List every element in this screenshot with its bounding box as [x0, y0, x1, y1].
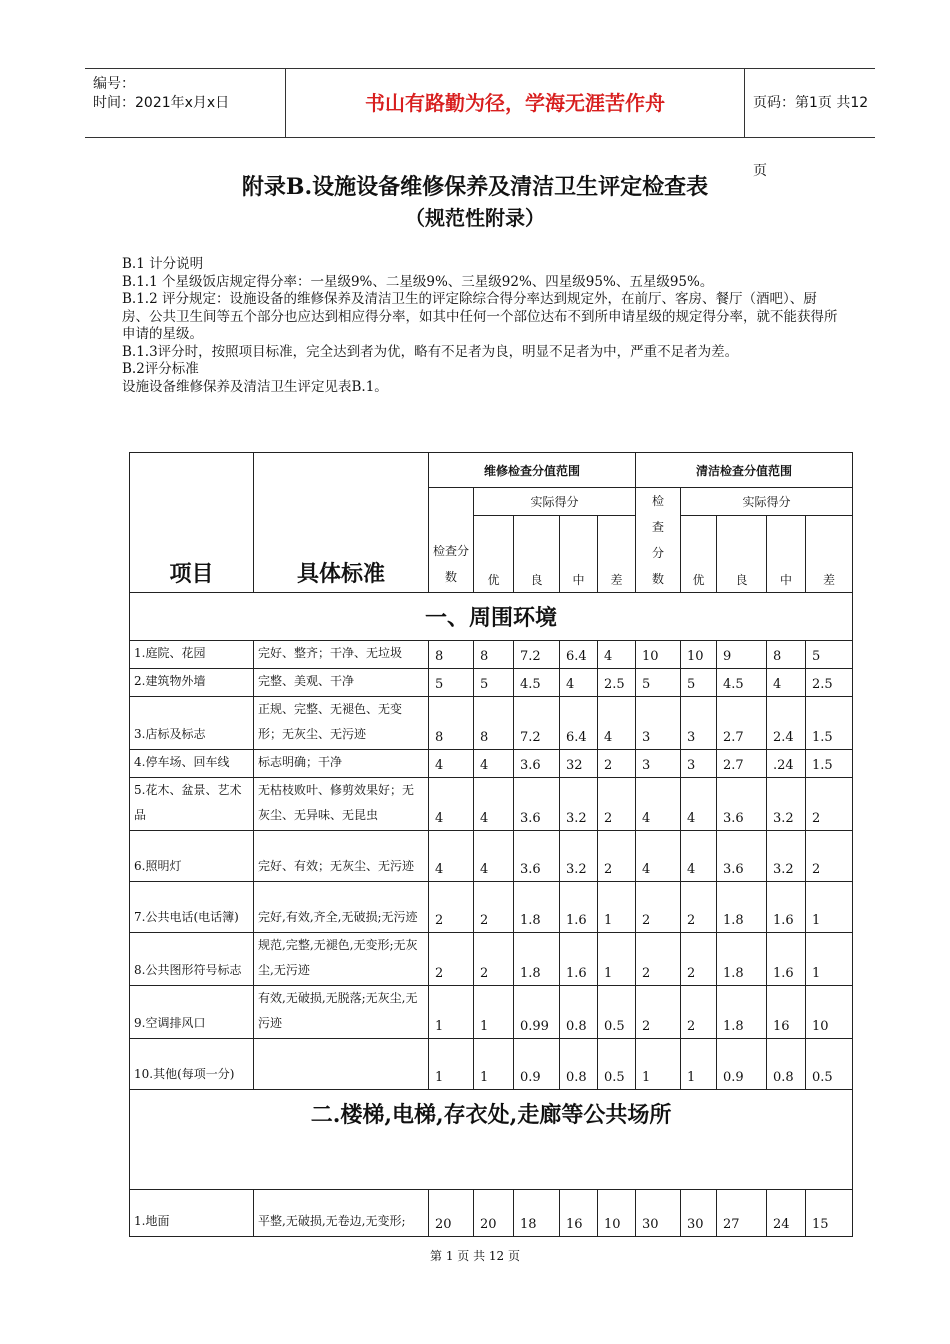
score-cell: 2.5 [598, 669, 636, 697]
score-cell: 3.2 [767, 831, 806, 882]
item-cell: 1.庭院、花园 [130, 641, 254, 669]
table-row [130, 882, 853, 933]
score-cell: 4 [474, 831, 514, 882]
score-cell: 1 [474, 1039, 514, 1090]
score-cell: 10 [636, 641, 681, 669]
score-cell: 2.7 [717, 697, 767, 750]
score-cell: 2 [598, 778, 636, 831]
score-cell: 1.5 [806, 750, 853, 778]
standard-cell: 标志明确；干净 [254, 750, 429, 778]
item-cell: 5.花木、盆景、艺术品 [130, 778, 254, 831]
standard-cell: 无枯枝败叶、修剪效果好；无灰尘、无异味、无昆虫 [254, 778, 429, 831]
grade-header: 良 [717, 516, 767, 593]
score-cell: 4.5 [514, 669, 560, 697]
grade-header: 差 [806, 516, 853, 593]
grade-header: 优 [474, 516, 514, 593]
standard-cell: 平整,无破损,无卷边,无变形; [254, 1190, 429, 1237]
score-cell: 9 [717, 641, 767, 669]
score-cell: 1 [598, 933, 636, 986]
repair-check-score-header: 检查分数 [429, 488, 474, 593]
score-cell: 8 [474, 697, 514, 750]
grade-header: 差 [598, 516, 636, 593]
score-cell: 1 [806, 933, 853, 986]
score-cell: 3.2 [560, 831, 598, 882]
standard-cell: 完好、有效；无灰尘、无污迹 [254, 831, 429, 882]
score-cell: 2 [429, 933, 474, 986]
score-cell: 2 [681, 986, 717, 1039]
score-cell: 15 [806, 1190, 853, 1237]
score-cell: 3 [636, 750, 681, 778]
standard-cell: 完好,有效,齐全,无破损;无污迹 [254, 882, 429, 933]
intro-line: B.1.1 个星级饭店规定得分率：一星级9%、二星级9%、三星级92%、四星级95%、五星级95%。 [122, 273, 714, 290]
score-cell: 3 [681, 697, 717, 750]
header-page-label: 页码：第1页 共12页 [753, 95, 869, 179]
score-cell: 8 [474, 641, 514, 669]
score-cell: 0.8 [767, 1039, 806, 1090]
clean-check-score-header: 检查分数 [636, 488, 681, 593]
score-cell: 4 [636, 778, 681, 831]
score-cell: 5 [806, 641, 853, 669]
standard-cell: 有效,无破损,无脱落;无灰尘,无污迹 [254, 986, 429, 1039]
item-cell: 8.公共图形符号标志 [130, 933, 254, 986]
score-cell: 1 [429, 1039, 474, 1090]
score-cell: 7.2 [514, 697, 560, 750]
score-cell: 1 [474, 986, 514, 1039]
score-cell: 10 [598, 1190, 636, 1237]
score-cell: 32 [560, 750, 598, 778]
score-cell: 3.6 [514, 778, 560, 831]
score-cell: 1.6 [560, 882, 598, 933]
standard-cell: 完整、美观、干净 [254, 669, 429, 697]
score-cell: 2 [429, 882, 474, 933]
score-cell: 7.2 [514, 641, 560, 669]
item-cell: 2.建筑物外墙 [130, 669, 254, 697]
score-cell: 18 [514, 1190, 560, 1237]
score-cell: 5 [681, 669, 717, 697]
table-row [130, 1190, 853, 1237]
score-cell: 1.6 [767, 882, 806, 933]
table-row [130, 750, 853, 778]
item-cell: 3.店标及标志 [130, 697, 254, 750]
repair-actual-score-header: 实际得分 [474, 488, 636, 516]
score-cell: 27 [717, 1190, 767, 1237]
score-cell: 2.5 [806, 669, 853, 697]
score-cell: 4 [474, 750, 514, 778]
score-cell: 3 [636, 697, 681, 750]
score-cell: 0.8 [560, 1039, 598, 1090]
score-cell: 1.6 [560, 933, 598, 986]
standard-cell: 完好、整齐；干净、无垃圾 [254, 641, 429, 669]
score-cell: 3.6 [514, 750, 560, 778]
score-cell: 6.4 [560, 641, 598, 669]
item-cell: 6.照明灯 [130, 831, 254, 882]
score-cell: 3.2 [560, 778, 598, 831]
table-row [130, 669, 853, 697]
score-cell: 2 [636, 882, 681, 933]
table-row [130, 778, 853, 831]
score-cell: 0.99 [514, 986, 560, 1039]
score-cell: 2 [598, 750, 636, 778]
header-motto: 书山有路勤为径，学海无涯苦作舟 [285, 69, 745, 137]
score-cell: 2 [598, 831, 636, 882]
score-cell: 6.4 [560, 697, 598, 750]
score-cell: 1.8 [514, 882, 560, 933]
score-cell: 4 [636, 831, 681, 882]
intro-line: B.2评分标准 [122, 361, 199, 377]
table-row [130, 831, 853, 882]
repair-group-header: 维修检查分值范围 [429, 453, 636, 488]
score-cell: 1.8 [717, 933, 767, 986]
score-cell: 2 [474, 933, 514, 986]
grade-header: 中 [560, 516, 598, 593]
standard-cell [254, 1039, 429, 1090]
intro-line: B.1.2 评分规定：设施设备的维修保养及清洁卫生的评定除综合得分率达到规定外，在前厅、客房、餐厅（酒吧）、厨房、公共卫生间等五个部分也应达到相应得分率，如其中任何一个部位达布不到所申请星级的规定得分率，就不能获得所申请的星级。 [122, 291, 838, 342]
score-cell: 5 [474, 669, 514, 697]
score-cell: 3.6 [717, 778, 767, 831]
score-cell: 4 [681, 778, 717, 831]
score-cell: .24 [767, 750, 806, 778]
table-row [130, 641, 853, 669]
item-cell: 7.公共电话(电话簿) [130, 882, 254, 933]
col-header-item: 项目 [130, 453, 254, 593]
score-cell: 1 [681, 1039, 717, 1090]
intro-line: B.1 计分说明 [122, 256, 204, 272]
score-cell: 2 [636, 986, 681, 1039]
score-cell: 2.4 [767, 697, 806, 750]
score-cell: 4 [474, 778, 514, 831]
intro-line: B.1.3评分时，按照项目标准，完全达到者为优，略有不足者为良，明显不足者为中，严重不足者为差。 [122, 343, 739, 360]
grade-header: 良 [514, 516, 560, 593]
score-cell: 0.8 [560, 986, 598, 1039]
doc-time-label: 时间：2021年x月x日 [93, 95, 230, 111]
evaluation-table [129, 452, 853, 1237]
score-cell: 0.9 [514, 1039, 560, 1090]
score-cell: 4 [560, 669, 598, 697]
score-cell: 2.7 [717, 750, 767, 778]
score-cell: 4 [598, 697, 636, 750]
score-cell: 2 [474, 882, 514, 933]
standard-cell: 正规、完整、无褪色、无变形；无灰尘、无污迹 [254, 697, 429, 750]
score-cell: 1.6 [767, 933, 806, 986]
score-cell: 8 [767, 641, 806, 669]
grade-header: 优 [681, 516, 717, 593]
score-cell: 3.2 [767, 778, 806, 831]
score-cell: 1 [636, 1039, 681, 1090]
page-footer: 第 1 页 共 12 页 [430, 1249, 520, 1263]
table-row [130, 933, 853, 986]
score-cell: 24 [767, 1190, 806, 1237]
score-cell: 2 [806, 778, 853, 831]
table-row [130, 697, 853, 750]
score-cell: 5 [636, 669, 681, 697]
section-title: 二.楼梯,电梯,存衣处,走廊等公共场所 [130, 1090, 853, 1190]
table-body [130, 593, 853, 1237]
score-cell: 3.6 [717, 831, 767, 882]
clean-actual-score-header: 实际得分 [681, 488, 853, 516]
page-header [85, 68, 875, 179]
grade-header: 中 [767, 516, 806, 593]
score-cell: 8 [429, 641, 474, 669]
score-cell: 3 [681, 750, 717, 778]
score-cell: 1.5 [806, 697, 853, 750]
score-cell: 8 [429, 697, 474, 750]
score-cell: 16 [560, 1190, 598, 1237]
doc-number-label: 编号： [93, 76, 135, 92]
clean-group-header: 清洁检查分值范围 [636, 453, 853, 488]
item-cell: 4.停车场、回车线 [130, 750, 254, 778]
score-cell: 10 [681, 641, 717, 669]
score-cell: 2 [806, 831, 853, 882]
score-cell: 1 [429, 986, 474, 1039]
intro-text [122, 256, 842, 396]
score-cell: 1 [806, 882, 853, 933]
score-cell: 0.5 [598, 986, 636, 1039]
score-cell: 4.5 [717, 669, 767, 697]
table-row [130, 986, 853, 1039]
score-cell: 4 [681, 831, 717, 882]
score-cell: 4 [429, 778, 474, 831]
score-cell: 0.9 [717, 1039, 767, 1090]
score-cell: 5 [429, 669, 474, 697]
score-cell: 1 [598, 882, 636, 933]
score-cell: 2 [681, 882, 717, 933]
score-cell: 30 [636, 1190, 681, 1237]
section-title: 一、周围环境 [130, 593, 853, 641]
score-cell: 10 [806, 986, 853, 1039]
col-header-standard: 具体标准 [254, 453, 429, 593]
score-cell: 20 [429, 1190, 474, 1237]
item-cell: 1.地面 [130, 1190, 254, 1237]
document-title: 附录B.设施设备维修保养及清洁卫生评定检查表 [241, 174, 709, 200]
item-cell: 9.空调排风口 [130, 986, 254, 1039]
score-cell: 1.8 [717, 986, 767, 1039]
score-cell: 0.5 [806, 1039, 853, 1090]
score-cell: 4 [767, 669, 806, 697]
standard-cell: 规范,完整,无褪色,无变形;无灰尘,无污迹 [254, 933, 429, 986]
score-cell: 3.6 [514, 831, 560, 882]
header-meta [85, 69, 285, 137]
score-cell: 1.8 [717, 882, 767, 933]
score-cell: 16 [767, 986, 806, 1039]
table-row [130, 1039, 853, 1090]
score-cell: 2 [681, 933, 717, 986]
score-cell: 4 [598, 641, 636, 669]
score-cell: 0.5 [598, 1039, 636, 1090]
intro-line: 设施设备维修保养及清洁卫生评定见表B.1。 [122, 378, 388, 395]
score-cell: 20 [474, 1190, 514, 1237]
score-cell: 4 [429, 831, 474, 882]
item-cell: 10.其他(每项一分) [130, 1039, 254, 1090]
score-cell: 1.8 [514, 933, 560, 986]
document-subtitle: （规范性附录） [405, 206, 545, 230]
score-cell: 2 [636, 933, 681, 986]
score-cell: 30 [681, 1190, 717, 1237]
score-cell: 4 [429, 750, 474, 778]
